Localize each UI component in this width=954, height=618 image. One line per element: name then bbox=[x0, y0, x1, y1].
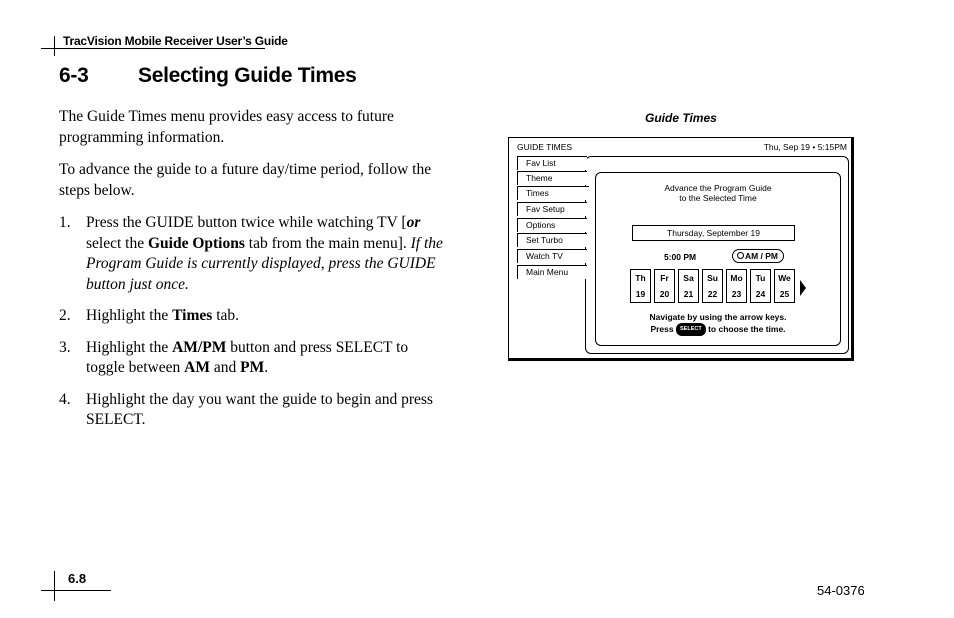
step-number: 2. bbox=[59, 307, 71, 324]
lead-paragraph: To advance the guide to a future day/time period, follow the steps below. bbox=[59, 161, 432, 199]
section-title: Selecting Guide Times bbox=[138, 64, 357, 87]
document-code: 54-0376 bbox=[817, 583, 865, 598]
tab-options[interactable]: Options bbox=[517, 218, 587, 232]
nav-line: Navigate by using the arrow keys. bbox=[649, 312, 787, 322]
tab-fav-list[interactable]: Fav List bbox=[517, 156, 587, 170]
body-text bbox=[59, 107, 449, 442]
step-text bbox=[86, 213, 449, 295]
times-content bbox=[595, 172, 841, 346]
day-name: Th bbox=[635, 273, 646, 283]
day-button[interactable] bbox=[726, 269, 747, 303]
day-button[interactable] bbox=[678, 269, 699, 303]
advance-instructions bbox=[596, 183, 840, 203]
day-number: 24 bbox=[755, 289, 766, 299]
day-name: Tu bbox=[755, 273, 766, 283]
top-crop-tick bbox=[54, 36, 55, 56]
nav-line bbox=[596, 323, 840, 336]
bottom-crop-tick bbox=[54, 571, 55, 601]
screen-title: GUIDE TIMES bbox=[517, 142, 573, 152]
day-number: 19 bbox=[635, 289, 646, 299]
day-number: 21 bbox=[683, 289, 694, 299]
step-text-italic: If the Program Guide is currently displayed, press the GUIDE button just once. bbox=[86, 234, 443, 293]
step-text-part: button and press SELECT to toggle between bbox=[86, 338, 409, 376]
step-3 bbox=[59, 338, 449, 379]
am-pm-button[interactable] bbox=[732, 249, 784, 263]
step-text-part: Press the GUIDE button twice while watching TV [ bbox=[86, 214, 407, 231]
day-button[interactable] bbox=[702, 269, 723, 303]
selected-date-field[interactable]: Thursday, September 19 bbox=[632, 225, 795, 241]
step-number: 3. bbox=[59, 338, 71, 356]
day-number: 22 bbox=[707, 289, 718, 299]
tab-fav-setup[interactable]: Fav Setup bbox=[517, 202, 587, 216]
step-text-bold: PM bbox=[240, 359, 265, 376]
day-number: 23 bbox=[731, 289, 742, 299]
tab-watch-tv[interactable]: Watch TV bbox=[517, 249, 587, 263]
tab-set-turbo[interactable]: Set Turbo bbox=[517, 233, 587, 247]
section-number: 6-3 bbox=[59, 64, 89, 87]
advance-line: Advance the Program Guide bbox=[664, 183, 772, 193]
step-text bbox=[86, 306, 449, 327]
nav-press-text: Press bbox=[650, 323, 674, 334]
tab-times[interactable]: Times bbox=[517, 186, 589, 200]
tab-theme[interactable]: Theme bbox=[517, 171, 587, 185]
step-text: Highlight the day you want the guide to begin and press SELECT. bbox=[86, 390, 433, 428]
am-pm-label: AM / PM bbox=[744, 251, 778, 261]
step-text-bold: AM/PM bbox=[172, 338, 227, 356]
step-text-bold: Times bbox=[172, 307, 213, 324]
day-name: We bbox=[778, 273, 791, 283]
page-number: 6.8 bbox=[68, 571, 87, 586]
next-arrow-icon[interactable] bbox=[800, 280, 806, 296]
day-number: 25 bbox=[779, 289, 790, 299]
day-button[interactable] bbox=[750, 269, 771, 303]
step-text-part: Highlight the bbox=[86, 307, 173, 324]
day-name: Sa bbox=[683, 273, 694, 283]
day-number: 20 bbox=[659, 289, 670, 299]
day-button[interactable] bbox=[654, 269, 675, 303]
day-button[interactable] bbox=[630, 269, 651, 303]
selected-time[interactable]: 5:00 PM bbox=[664, 252, 697, 262]
step-1 bbox=[59, 213, 449, 295]
step-text-part: Highlight the bbox=[86, 338, 173, 356]
bottom-rule bbox=[41, 590, 111, 591]
day-selector bbox=[630, 269, 795, 303]
screen-clock: Thu, Sep 19 • 5:15PM bbox=[763, 142, 847, 152]
step-number: 4. bbox=[59, 390, 71, 408]
step-text bbox=[86, 338, 449, 379]
step-text-part: tab from the main menu]. bbox=[244, 234, 411, 252]
nav-end-text: to choose the time. bbox=[708, 323, 786, 334]
menu-panel bbox=[585, 156, 849, 354]
step-text-or: or bbox=[406, 214, 421, 231]
day-name: Su bbox=[707, 273, 718, 283]
top-rule bbox=[41, 48, 265, 49]
step-text-bold: Guide Options bbox=[147, 234, 245, 252]
step-text-part: and bbox=[209, 359, 241, 376]
tab-main-menu[interactable]: Main Menu bbox=[517, 265, 587, 279]
day-button[interactable] bbox=[774, 269, 795, 303]
magnifier-icon bbox=[737, 252, 744, 259]
step-number: 1. bbox=[59, 214, 71, 231]
advance-line: to the Selected Time bbox=[679, 193, 757, 203]
section-heading bbox=[59, 64, 357, 88]
step-text-part: select the bbox=[86, 234, 148, 252]
running-header: TracVision Mobile Receiver User’s Guide bbox=[63, 34, 288, 48]
step-2 bbox=[59, 306, 449, 327]
navigation-instructions bbox=[596, 312, 840, 336]
day-name: Fr bbox=[660, 273, 669, 283]
step-text-bold: AM bbox=[184, 359, 210, 376]
step-text-part: tab. bbox=[212, 307, 239, 324]
intro-paragraph: The Guide Times menu provides easy access to future programming information. bbox=[59, 108, 394, 146]
step-4 bbox=[59, 390, 449, 431]
guide-times-screen bbox=[508, 137, 854, 361]
day-name: Mo bbox=[730, 273, 743, 283]
step-text-part: . bbox=[264, 359, 269, 376]
select-button-icon: SELECT bbox=[676, 323, 706, 336]
figure-caption: Guide Times bbox=[645, 111, 717, 125]
